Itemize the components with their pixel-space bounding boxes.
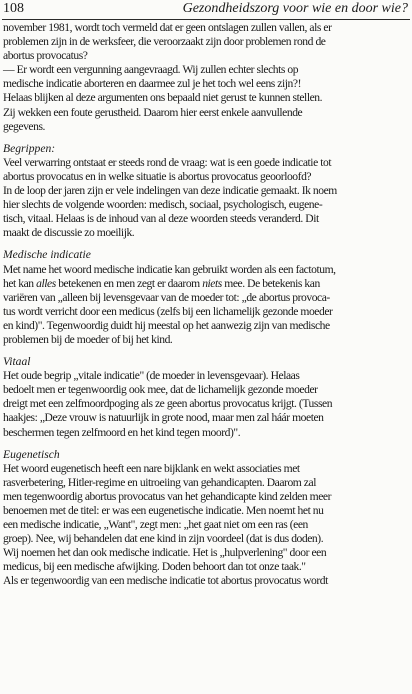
text-line: een medische indicatie, „Want", zegt men: „het gaat niet om een ras (een <box>3 518 308 532</box>
text-line: tisch, vitaal. Helaas is de inhoud van al deze woorden steeds veranderd. Dit <box>3 212 319 226</box>
text-line: bedoelt men er tegenwoordig ook mee, dat de lichamelijk gezonde moeder <box>3 383 318 397</box>
text-line: maakt de discussie zo moeilijk. <box>3 226 135 240</box>
section-heading-eugenetisch: Eugenetisch <box>3 447 60 461</box>
text-fragment: betekenen en men zegt er daarom <box>55 276 203 290</box>
text-line: medische indicatie aborteren en daarmee zul je het toch wel eens zijn?! <box>3 77 301 91</box>
running-title: Gezondheidszorg voor wie en door wie? <box>182 1 408 16</box>
medische-paragraph <box>3 263 411 348</box>
text-line: medicus, bij een medische afwijking. Doden behoort dan tot onze taak." <box>3 560 306 574</box>
text-line: dreigt met een zelfmoordpoging als ze geen abortus provocatus krijgt. (Tussen <box>3 397 333 411</box>
text-line: abortus provocatus? <box>3 49 88 63</box>
emphasis-niets: niets <box>202 276 222 290</box>
text-line: Het woord eugenetisch heeft een nare bijklank en wekt associaties met <box>3 461 300 475</box>
text-line: Als er tegenwoordig van een medische indicatie tot abortus provocatus wordt <box>3 574 328 588</box>
text-line: problemen zijn in de werksfeer, die veroorzaakt zijn door problemen rond de <box>3 35 326 49</box>
text-line: problemen bij de moeder of bij het kind. <box>3 332 173 346</box>
section-heading-begrippen: Begrippen: <box>3 141 56 155</box>
text-line: benoemen met de titel: er was een eugenetische indicatie. Men noemt het nu <box>3 504 324 517</box>
text-line: Met name het woord medische indicatie kan gebruikt worden als een factotum, <box>3 262 336 276</box>
page-header <box>0 0 412 20</box>
header-rule <box>2 19 410 20</box>
text-line: Veel verwarring ontstaat er steeds rond de vraag: wat is een goede indicatie tot <box>3 155 332 169</box>
page-number: 108 <box>3 1 24 16</box>
text-line: beschermen tegen zelfmoord en het kind tegen moord)". <box>3 425 241 439</box>
text-line: Het oude begrip „vitale indicatie" (de moeder in levensgevaar). Helaas <box>3 369 300 383</box>
text-line <box>3 277 411 291</box>
text-line: — Er wordt een vergunning aangevraagd. Wij zullen echter slechts op <box>3 63 299 77</box>
text-line: groep). Nee, wij behandelen dat ene kind in zijn voordeel (dat is dus doden). <box>3 532 324 546</box>
text-line: gegevens. <box>3 119 45 133</box>
page-body <box>3 21 411 589</box>
text-line: abortus provocatus en in welke situatie is abortus provocatus geoorloofd? <box>3 169 312 183</box>
text-line: november 1981, wordt toch vermeld dat er geen ontslagen zullen vallen, als er <box>3 21 332 34</box>
text-line: haakjes: „Deze vrouw is natuurlijk in grote nood, maar men zal háár moeten <box>3 411 324 425</box>
section-heading-vitaal: Vitaal <box>3 355 31 369</box>
section-heading-medische-indicatie: Medische indicatie <box>3 248 91 262</box>
text-fragment: mee. De betekenis kan <box>221 276 320 290</box>
text-line: Zij wekken een foute gerustheid. Daarom hier eerst enkele aanvullende <box>3 105 303 119</box>
text-fragment: het kan <box>3 276 37 290</box>
text-line: hier slechts de volgende woorden: medisch, sociaal, psychologisch, eugene- <box>3 198 323 212</box>
eugenetisch-paragraph <box>3 462 411 589</box>
text-line: Helaas blijken al deze argumenten ons bepaald niet gerust te kunnen stellen. <box>3 91 323 105</box>
vitaal-paragraph <box>3 369 411 439</box>
begrippen-paragraph <box>3 156 411 241</box>
text-line: men tegenwoordig abortus provocatus van het gehandicapte kind zelden meer <box>3 489 332 503</box>
text-line: en kind)". Tegenwoordig duidt hij meestal op het aanwezig zijn van medische <box>3 318 330 332</box>
reply-paragraph <box>3 63 411 133</box>
emphasis-alles: alles <box>36 276 56 290</box>
text-line: tus wordt verricht door een medicus (zelfs bij een lichamelijk gezonde moeder <box>3 304 333 318</box>
text-line: In de loop der jaren zijn er vele indelingen van deze indicatie gemaakt. Ik noem <box>3 184 337 198</box>
text-line: variëren van „alleen bij levensgevaar van de moeder tot: „de abortus provoca- <box>3 290 330 304</box>
intro-paragraph <box>3 21 411 63</box>
text-line: rasverbetering, Hitler-regime en uitroeiing van gehandicapten. Daarom zal <box>3 475 316 489</box>
text-line: Wij noemen het dan ook medische indicatie. Het is „hulpverlening" door een <box>3 546 327 560</box>
